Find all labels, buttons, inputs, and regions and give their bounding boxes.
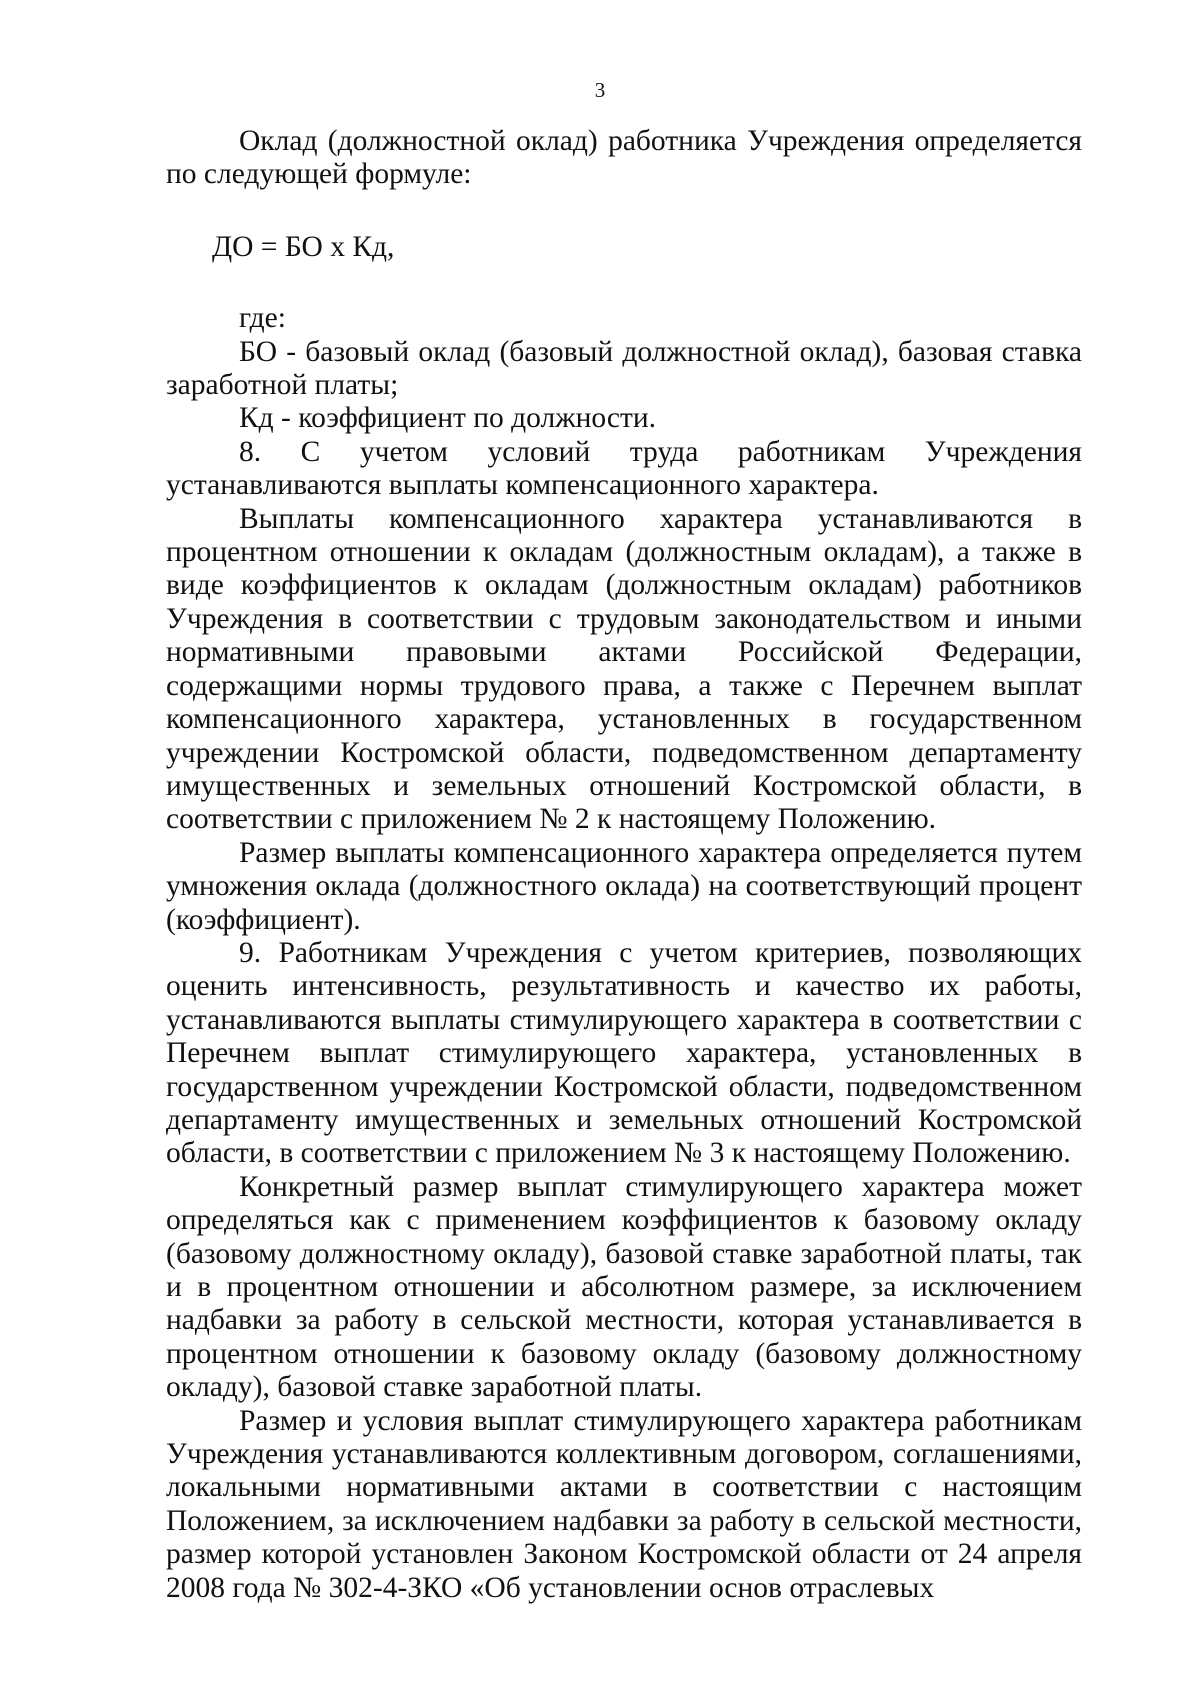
paragraph-8: 8. С учетом условий труда работникам Учреждения устанавливаются выплаты компенсационного характера. <box>166 435 1082 502</box>
formula-kd-definition: Кд - коэффициент по должности. <box>239 402 657 435</box>
document-body <box>166 125 1082 1605</box>
paragraph-9: 9. Работникам Учреждения с учетом критериев, позволяющих оценить интенсивность, результативность и качество их работы, устанавливаются выплаты стимулирующего характера в соответствии с Перечнем выплат стимулирующего характера, установленных в государственном учреждении Костромской области, подведомственном департаменту имущественных и земельных отношений Костромской области, в соответствии с приложением № 3 к настоящему Положению. <box>166 936 1082 1170</box>
paragraph-9-incentive-size: Конкретный размер выплат стимулирующего характера может определяться как с применением коэффициентов к базовому окладу (базовому должностному окладу), базовой ставке заработной платы, так и в процентном отношении и абсолютном размере, за исключением надбавки за работу в сельской местности, которая устанавливается в процентном отношении к базовому окладу (базовому должностному окладу), базовой ставке заработной платы. <box>166 1170 1082 1404</box>
formula-where-label: где: <box>239 302 286 335</box>
page-number: 3 <box>594 78 606 102</box>
paragraph-9-incentive-conditions: Размер и условия выплат стимулирующего характера работникам Учреждения устанавливаются коллективным договором, соглашениями, локальными нормативными актами в соответствии с настоящим Положением, за исключением надбавки за работу в сельской местности, размер которой установлен Законом Костромской области от 24 апреля 2008 года № 302-4-ЗКО «Об установлении основ отраслевых <box>166 1404 1082 1604</box>
paragraph-8-compensation-size: Размер выплаты компенсационного характера определяется путем умножения оклада (должностного оклада) на соответствующий процент (коэффициент). <box>166 836 1082 936</box>
formula-bo-definition: БО - базовый оклад (базовый должностной оклад), базовая ставка заработной платы; <box>166 335 1082 402</box>
paragraph-8-compensation-payments: Выплаты компенсационного характера устанавливаются в процентном отношении к окладам (должностным окладам), а также в виде коэффициентов к окладам (должностным окладам) работников Учреждения в соответствии с трудовым законодательством и иными нормативными правовыми актами Российской Федерации, содержащими нормы трудового права, а также с Перечнем выплат компенсационного характера, установленных в государственном учреждении Костромской области, подведомственном департаменту имущественных и земельных отношений Костромской области, в соответствии с приложением № 2 к настоящему Положению. <box>166 502 1082 836</box>
paragraph-salary-formula-intro: Оклад (должностной оклад) работника Учреждения определяется по следующей формуле: <box>166 125 1082 191</box>
salary-formula: ДО = БО х Кд, <box>212 230 395 263</box>
